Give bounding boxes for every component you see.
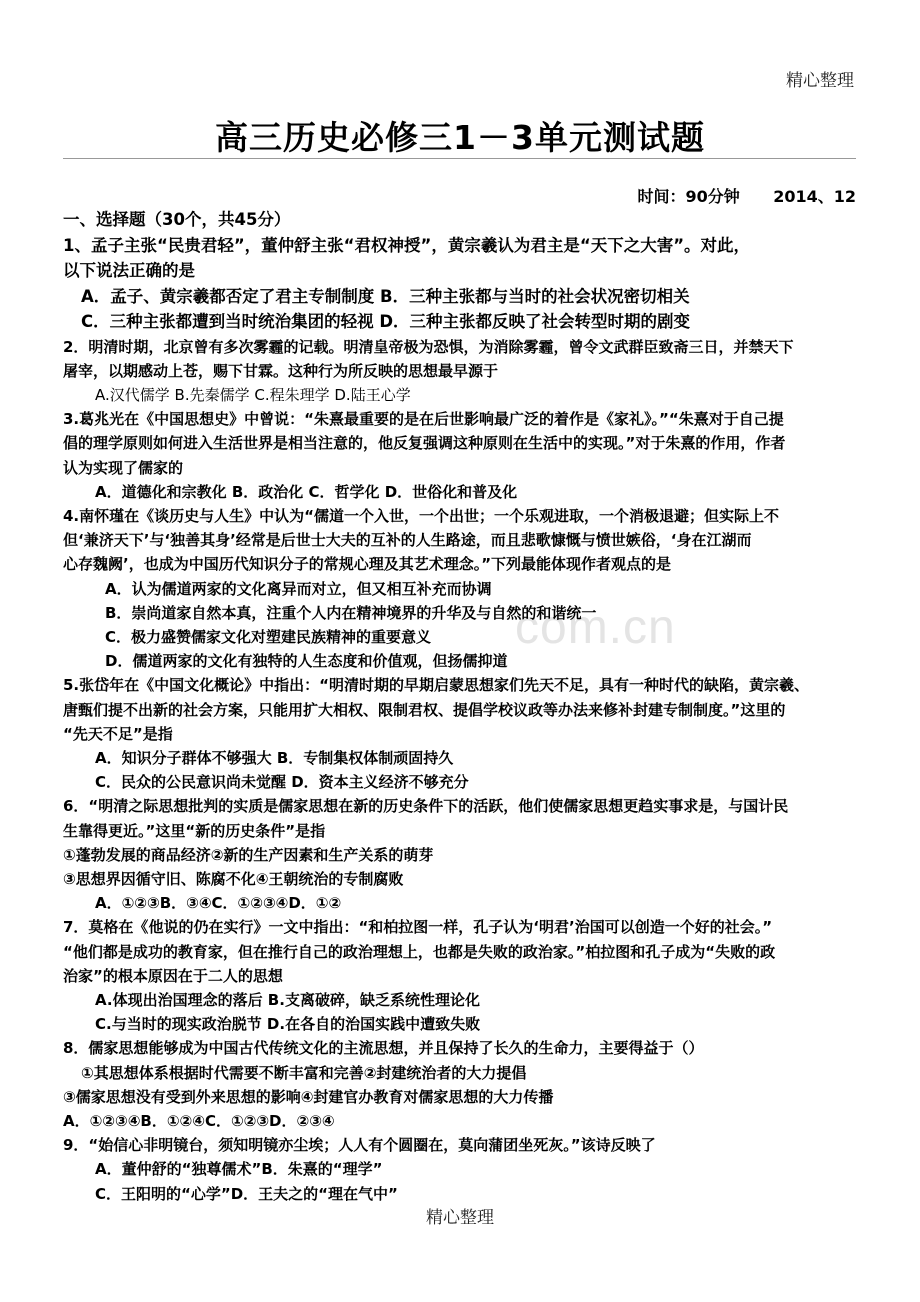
question-8 bbox=[63, 1036, 858, 1133]
question-stem: 4.南怀瑾在《谈历史与人生》中认为“儒道一个入世，一个出世；一个乐观进取，一个消极退避；但实际上不 bbox=[63, 506, 779, 525]
question-options: A.体现出治国理念的落后 B.支离破碎，缺乏系统性理论化 bbox=[95, 990, 480, 1009]
question-stem: 6．“明清之际思想批判的实质是儒家思想在新的历史条件下的活跃，他们使儒家思想更趋实事求是，与国计民 bbox=[63, 797, 789, 816]
question-stem: 5.张岱年在《中国文化概论》中指出：“明清时期的早期启蒙思想家们先天不足，具有一种时代的缺陷，黄宗羲、 bbox=[63, 676, 809, 695]
question-item: ①其思想体系根据时代需要不断丰富和完善②封建统治者的大力提倡 bbox=[81, 1063, 527, 1082]
question-item: ③思想界因循守旧、陈腐不化④王朝统治的专制腐败 bbox=[63, 869, 404, 888]
question-stem: 7．莫格在《他说的仍在实行》一文中指出：“和柏拉图一样，孔子认为‘明君’治国可以创造一个好的社会。” bbox=[63, 918, 773, 937]
question-stem: 3.葛兆光在《中国思想史》中曾说：“朱熹最重要的是在后世影响最广泛的着作是《家礼》。”“朱熹对于自己提 bbox=[63, 410, 784, 429]
question-stem: 治家”的根本原因在于二人的思想 bbox=[63, 966, 283, 985]
question-stem: 认为实现了儒家的 bbox=[63, 458, 184, 477]
question-stem: 心存魏阙’，也成为中国历代知识分子的常规心理及其艺术理念。”下列最能体现作者观点的是 bbox=[63, 555, 672, 574]
question-4 bbox=[63, 504, 858, 673]
question-options: A．孟子、黄宗羲都否定了君主专制制度 B．三种主张都与当时的社会状况密切相关 bbox=[81, 286, 690, 306]
question-stem: 生靠得更近。”这里“新的历史条件”是指 bbox=[63, 821, 326, 840]
question-stem: 1、孟子主张“民贵君轻”，董仲舒主张“君权神授”，黄宗羲认为君主是“天下之大害”。对此， bbox=[63, 235, 751, 255]
question-stem: 8．儒家思想能够成为中国古代传统文化的主流思想，并且保持了长久的生命力，主要得益于（） bbox=[63, 1039, 704, 1058]
question-item: ①蓬勃发展的商品经济②新的生产因素和生产关系的萌芽 bbox=[63, 845, 434, 864]
section-heading: 一、选择题（30个，共45分） bbox=[63, 210, 291, 229]
question-options: A．道德化和宗教化 B．政治化 C．哲学化 D．世俗化和普及化 bbox=[95, 482, 518, 501]
question-option: C．极力盛赞儒家文化对塑建民族精神的重要意义 bbox=[105, 627, 432, 646]
title-divider bbox=[63, 158, 856, 159]
question-stem: “先天不足”是指 bbox=[63, 724, 173, 743]
question-stem: “他们都是成功的教育家，但在推行自己的政治理想上，也都是失败的政治家。”柏拉图和孔子成为“失败的政 bbox=[63, 942, 776, 961]
question-9 bbox=[63, 1133, 858, 1206]
header-tag: 精心整理 bbox=[786, 71, 854, 91]
question-stem: 倡的理学原则如何进入生活世界是相当注意的，他反复强调这种原则在生活中的实现。”对于朱熹的作用，作者 bbox=[63, 434, 786, 453]
question-1 bbox=[63, 233, 858, 335]
question-stem: 2．明清时期，北京曾有多次雾霾的记载。明清皇帝极为恐惧，为消除雾霾，曾令文武群臣致斋三日，并禁天下 bbox=[63, 337, 794, 356]
question-options: C.与当时的现实政治脱节 D.在各自的治国实践中遭致失败 bbox=[95, 1015, 481, 1034]
question-options: A．董仲舒的“独尊儒术”B．朱熹的“理学” bbox=[95, 1160, 383, 1179]
question-options: A.汉代儒学 B.先秦儒学 C.程朱理学 D.陆王心学 bbox=[95, 385, 411, 404]
question-options: A．①②③B．③④C．①②③④D．①② bbox=[95, 894, 342, 913]
question-options: C．王阳明的“心学”D．王夫之的“理在气中” bbox=[95, 1184, 398, 1203]
question-list bbox=[63, 207, 858, 1206]
question-stem: 以下说法正确的是 bbox=[63, 261, 195, 280]
question-option: A．认为儒道两家的文化离异而对立，但又相互补充而协调 bbox=[105, 579, 492, 598]
question-options: A．①②③④B．①②④C．①②③D．②③④ bbox=[63, 1112, 335, 1130]
question-stem: 9．“始信心非明镜台，须知明镜亦尘埃；人人有个圆圈在，莫向蒲团坐死灰。”该诗反映了 bbox=[63, 1136, 656, 1155]
question-options: C．民众的公民意识尚未觉醒 D．资本主义经济不够充分 bbox=[95, 773, 469, 792]
question-stem: 唐甄们提不出新的社会方案，只能用扩大相权、限制君权、提倡学校议政等办法来修补封建专制制度。”这里的 bbox=[63, 700, 786, 719]
question-option: D．儒道两家的文化有独特的人生态度和价值观，但扬儒抑道 bbox=[105, 652, 508, 671]
question-3 bbox=[63, 407, 858, 504]
question-2 bbox=[63, 335, 858, 408]
exam-meta: 时间：90分钟 2014、12 bbox=[637, 187, 856, 206]
question-item: ③儒家思想没有受到外来思想的影响④封建官办教育对儒家思想的大力传播 bbox=[63, 1087, 554, 1106]
question-5 bbox=[63, 673, 858, 794]
footer-tag: 精心整理 bbox=[426, 1208, 494, 1228]
question-6 bbox=[63, 794, 858, 915]
watermark: com.cn bbox=[515, 601, 676, 654]
question-options: A．知识分子群体不够强大 B．专制集权体制顽固持久 bbox=[95, 748, 454, 767]
page-title: 高三历史必修三1－3单元测试题 bbox=[215, 118, 705, 157]
question-7 bbox=[63, 915, 858, 1036]
question-options: C．三种主张都遭到当时统治集团的轻视 D．三种主张都反映了社会转型时期的剧变 bbox=[81, 312, 691, 331]
question-stem: 屠宰，以期感动上苍，赐下甘霖。这种行为所反映的思想最早源于 bbox=[63, 361, 499, 380]
question-option: B．崇尚道家自然本真，注重个人内在精神境界的升华及与自然的和谐统一 bbox=[105, 603, 597, 622]
question-stem: 但‘兼济天下’与‘独善其身’经常是后世士大夫的互补的人生路途，而且悲歌慷慨与愤世嫉俗，‘身在江湖而 bbox=[63, 531, 752, 550]
